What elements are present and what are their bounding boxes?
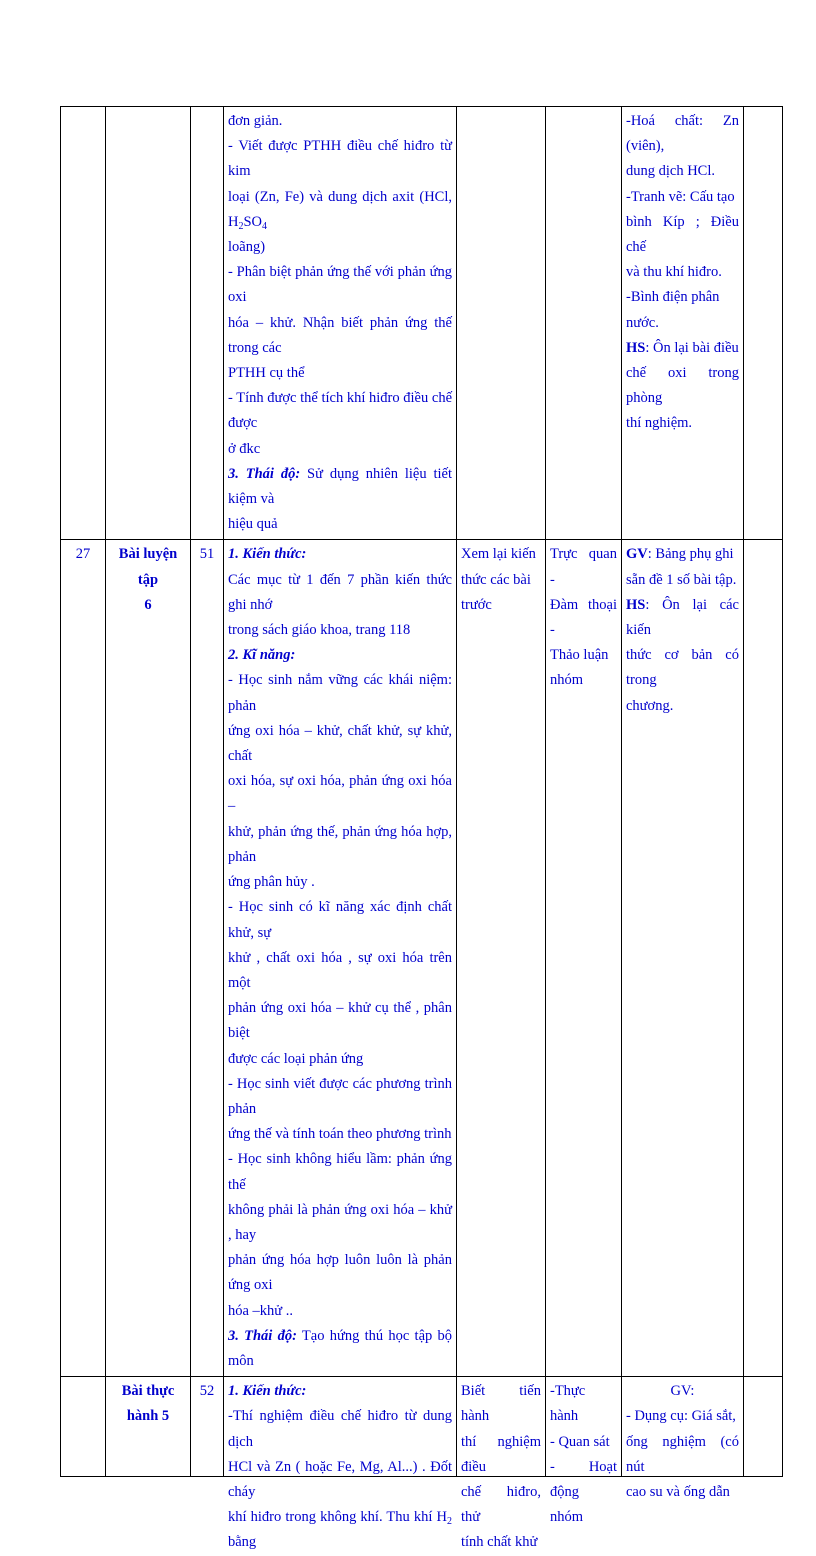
cell-line: - Phân biệt phản ứng thế với phản ứng oxi — [228, 264, 452, 306]
resources-cell — [622, 1377, 744, 1500]
cell-line — [228, 1379, 452, 1404]
text-span: 3. Thái độ: — [228, 1327, 297, 1344]
stt-cell: 27 — [61, 540, 106, 1377]
text-span: 2 — [238, 220, 244, 232]
cell-line: - Học sinh viết được các phương trình phản — [228, 1075, 452, 1117]
preparation-cell — [457, 540, 546, 1377]
period-cell: 51 — [191, 540, 224, 1377]
cell-line — [228, 185, 452, 235]
text-span: Sử dụng nhiên liệu tiết kiệm và — [228, 465, 452, 508]
text-span: 1. Kiến thức: — [228, 1383, 307, 1400]
cell-line: -Hoá chất: Zn (viên), — [626, 113, 739, 155]
lesson-cell — [106, 540, 191, 1377]
cell-line: khử , chất oxi hóa , sự oxi hóa trên một — [228, 949, 452, 991]
lesson-cell — [106, 107, 191, 540]
cell-line — [228, 1505, 452, 1555]
methods-cell — [546, 107, 622, 540]
cell-line: được các loại phản ứng — [228, 1050, 364, 1067]
notes-cell — [744, 1377, 783, 1477]
cell-line: hóa –khử .. — [228, 1302, 294, 1319]
cell-line: - Học sinh có kĩ năng xác định chất khử, sự — [228, 899, 452, 941]
cell-line: loãng) — [228, 239, 266, 256]
cell-line: PTHH cụ thể — [228, 365, 305, 382]
cell-line: nhóm — [550, 1509, 584, 1526]
cell-line: ống nghiệm (có nút — [626, 1433, 739, 1475]
cell-line — [626, 593, 739, 643]
cell-line: sẵn đề 1 số bài tập. — [626, 571, 737, 588]
cell-line: -Thực hành — [550, 1383, 586, 1425]
period-cell: 52 — [191, 1377, 224, 1477]
cell-line: hóa – khử. Nhận biết phản ứng thế trong các — [228, 314, 452, 356]
cell-line: phản ứng hóa hợp luôn luôn là phản ứng oxi — [228, 1252, 452, 1294]
cell-line: khử, phản ứng thế, phản ứng hóa hợp, phản — [228, 823, 452, 865]
cell-line: - Học sinh nắm vững các khái niệm: phản — [228, 672, 452, 714]
text-span: Tạo hứng thú học tập bộ môn — [228, 1327, 453, 1369]
cell-line: cao su và ống dẫn — [626, 1483, 730, 1500]
cell-line: ứng thế và tính toán theo phương trình — [228, 1126, 452, 1143]
objectives-cell — [224, 540, 457, 1377]
resources-cell — [622, 540, 744, 1377]
text-span: GV — [626, 546, 648, 563]
cell-line: thí nghiệm điều — [461, 1433, 541, 1475]
cell-line: không phải là phản ứng oxi hóa – khử , hay — [228, 1201, 452, 1243]
methods-cell — [546, 540, 622, 1377]
resources-cell — [622, 107, 744, 540]
cell-line: -Bình điện phân — [626, 289, 720, 306]
cell-line — [228, 462, 452, 512]
cell-line: Trực quan - — [550, 546, 617, 588]
cell-line: GV: — [670, 1383, 695, 1400]
cell-line — [626, 336, 739, 361]
cell-line: thức cơ bản có trong — [626, 647, 739, 689]
cell-line: - Học sinh không hiểu lầm: phản ứng thế — [228, 1151, 452, 1193]
methods-cell — [546, 1377, 622, 1526]
cell-line: dung dịch HCl. — [626, 163, 716, 180]
cell-line: - Dụng cụ: Giá sắt, — [626, 1408, 736, 1425]
cell-line: Thảo luận — [550, 647, 609, 664]
cell-line: - Hoạt động — [550, 1458, 617, 1500]
period-cell — [191, 107, 224, 540]
cell-line: tính chất khử — [461, 1534, 538, 1551]
cell-line: - Quan sát — [550, 1433, 610, 1450]
stt-cell — [61, 1377, 106, 1477]
text-span: loại (Zn, Fe) và dung dịch axit (HCl, H — [228, 188, 452, 230]
cell-line: chế hiđro, thử — [461, 1483, 541, 1526]
cell-line: - Viết được PTHH điều chế hiđro từ kim — [228, 138, 452, 180]
text-span: bằng — [228, 1534, 257, 1551]
text-span: : Ôn lại bài điều — [645, 339, 739, 356]
text-span: 2. Kĩ năng: — [228, 647, 296, 664]
cell-line: -Thí nghiệm điều chế hiđro từ dung dịch — [228, 1408, 452, 1450]
cell-line: Bài luyện tập — [118, 546, 178, 588]
cell-line: ứng phân hủy . — [228, 874, 315, 891]
cell-line: đơn giản. — [228, 113, 283, 129]
text-span: HS — [626, 596, 646, 613]
notes-cell — [744, 107, 783, 540]
text-span: HS — [626, 339, 646, 356]
notes-cell — [744, 540, 783, 1377]
cell-line: trong sách giáo khoa, trang 118 — [228, 622, 411, 639]
cell-line: thức các bài — [461, 571, 531, 588]
text-span: : Ôn lại các kiến — [626, 596, 739, 639]
cell-line: phản ứng oxi hóa – khử cụ thể , phân biệt — [228, 1000, 452, 1042]
cell-line — [228, 643, 452, 668]
table-row — [61, 1377, 783, 1477]
text-span: 2 — [447, 1516, 452, 1528]
cell-line: nước. — [626, 314, 659, 331]
cell-line: Bài thực — [121, 1383, 175, 1400]
cell-line: 6 — [144, 596, 152, 613]
text-span: 3. Thái độ: — [228, 465, 301, 482]
text-span: khí hiđro trong không khí. Thu khí H — [228, 1509, 447, 1526]
cell-line: Biết tiến hành — [461, 1383, 541, 1425]
cell-line: - Tính được thể tích khí hiđro điều chế được — [228, 390, 452, 432]
cell-line — [228, 1324, 452, 1374]
cell-line: Đàm thoại - — [550, 596, 617, 639]
cell-line: HCl và Zn ( hoặc Fe, Mg, Al...) . Đốt cháy — [228, 1458, 452, 1500]
table-row — [61, 107, 783, 540]
cell-line: hành 5 — [126, 1408, 170, 1425]
objectives-cell — [224, 1377, 457, 1551]
cell-line: ứng oxi hóa – khử, chất khử, sự khử, chất — [228, 722, 452, 765]
cell-line: hiệu quả — [228, 516, 278, 533]
cell-line — [626, 542, 739, 567]
table-row — [61, 540, 783, 1377]
cell-line: thí nghiệm. — [626, 415, 693, 432]
cell-line: nhóm — [550, 672, 584, 689]
text-span: 1. Kiến thức: — [228, 546, 307, 563]
text-span: 4 — [262, 220, 268, 232]
lesson-cell — [106, 1377, 191, 1477]
cell-line: ở đkc — [228, 440, 261, 457]
cell-line: và thu khí hiđro. — [626, 264, 722, 281]
lesson-plan-table — [60, 106, 783, 1551]
cell-line: oxi hóa, sự oxi hóa, phản ứng oxi hóa – — [228, 773, 452, 815]
preparation-cell — [457, 107, 546, 540]
stt-cell — [61, 107, 106, 540]
cell-line: Xem lại kiến — [461, 546, 536, 563]
cell-line: Các mục từ 1 đến 7 phần kiến thức ghi nhớ — [228, 571, 452, 613]
cell-line: -Tranh vẽ: Cấu tạo — [626, 188, 735, 205]
cell-line: bình Kíp ; Điều chế — [626, 213, 739, 256]
cell-line: trước — [461, 596, 492, 613]
cell-line: chương. — [626, 697, 674, 714]
text-span: SO — [243, 213, 263, 230]
preparation-cell — [457, 1377, 546, 1551]
text-span: : Bảng phụ ghi — [647, 546, 734, 563]
objectives-cell — [224, 107, 457, 540]
cell-line — [228, 542, 452, 567]
cell-line: chế oxi trong phòng — [626, 365, 739, 407]
